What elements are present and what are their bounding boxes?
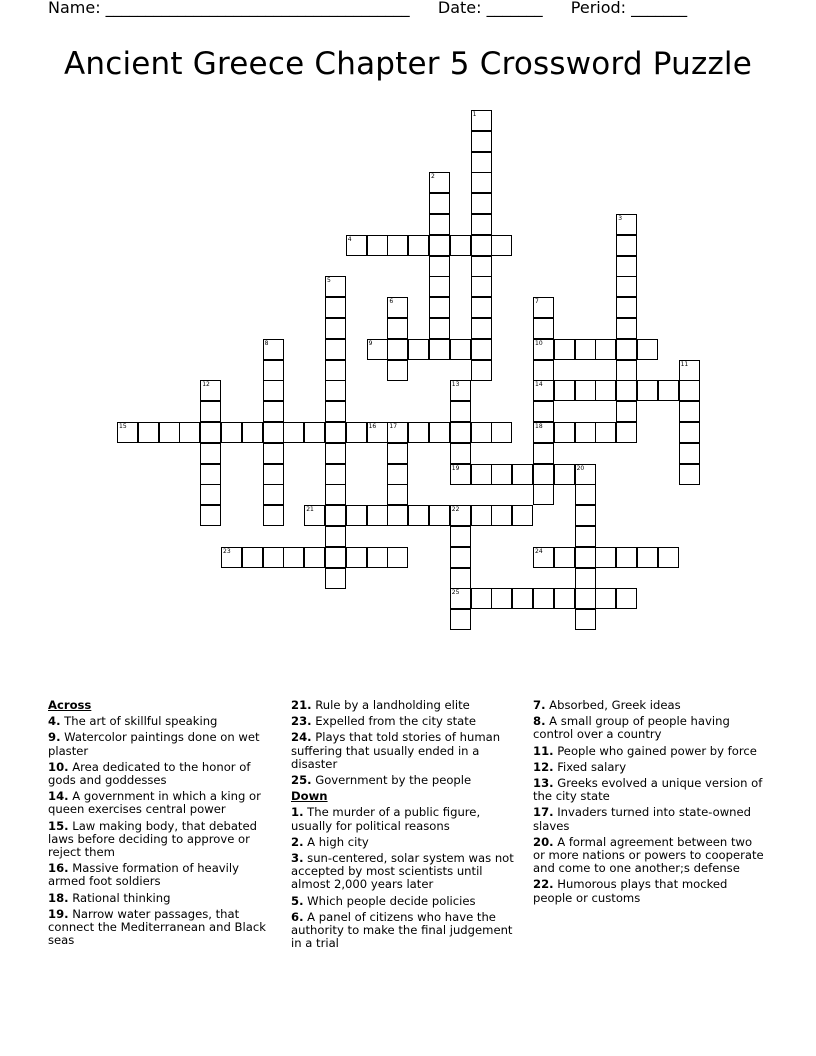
clue-number: 14. xyxy=(48,789,69,804)
grid-cell[interactable] xyxy=(491,588,512,609)
grid-cell[interactable] xyxy=(429,172,450,193)
grid-cell[interactable] xyxy=(429,297,450,318)
clue-text: Watercolor paintings done on wet plaster xyxy=(48,730,260,758)
grid-cell[interactable] xyxy=(471,152,492,173)
grid-cell[interactable] xyxy=(595,422,616,443)
grid-cell[interactable] xyxy=(325,443,346,464)
clues-column-2 xyxy=(291,699,523,953)
grid-cell[interactable] xyxy=(429,256,450,277)
grid-cell[interactable] xyxy=(595,380,616,401)
grid-cell[interactable] xyxy=(429,505,450,526)
clue-number-label: 13 xyxy=(451,381,460,389)
clue-number: 8. xyxy=(533,714,546,729)
clue-text: Invaders turned into state-owned slaves xyxy=(533,805,752,833)
grid-cell[interactable] xyxy=(616,588,637,609)
grid-cell[interactable] xyxy=(221,422,242,443)
grid-cell[interactable] xyxy=(471,318,492,339)
clue-item xyxy=(48,790,280,816)
clue-text: People who gained power by force xyxy=(557,743,757,758)
grid-cell[interactable] xyxy=(575,588,596,609)
grid-cell[interactable] xyxy=(616,256,637,277)
grid-cell[interactable] xyxy=(491,464,512,485)
grid-cell[interactable] xyxy=(554,422,575,443)
grid-cell[interactable] xyxy=(367,339,388,360)
clue-item xyxy=(291,911,523,951)
grid-cell[interactable] xyxy=(616,235,637,256)
clue-number: 4. xyxy=(48,714,61,729)
grid-cell[interactable] xyxy=(658,547,679,568)
clue-number: 17. xyxy=(533,805,554,820)
grid-cell[interactable] xyxy=(263,464,284,485)
grid-cell[interactable] xyxy=(429,339,450,360)
grid-cell[interactable] xyxy=(325,464,346,485)
grid-cell[interactable] xyxy=(304,547,325,568)
clue-item xyxy=(533,761,765,774)
grid-cell[interactable] xyxy=(575,505,596,526)
grid-cell[interactable] xyxy=(200,422,221,443)
grid-cell[interactable] xyxy=(554,588,575,609)
grid-cell[interactable] xyxy=(471,172,492,193)
clues-column-3 xyxy=(533,699,765,908)
grid-cell[interactable] xyxy=(595,588,616,609)
clue-item xyxy=(48,862,280,888)
clue-number-label: 1 xyxy=(472,111,477,118)
grid-cell[interactable] xyxy=(242,547,263,568)
clue-text: Massive formation of heavily armed foot soldiers xyxy=(48,861,239,889)
grid-cell[interactable] xyxy=(471,422,492,443)
clue-text: Expelled from the city state xyxy=(315,714,476,729)
across-heading: Across xyxy=(48,698,92,712)
clue-number-label: 19 xyxy=(451,464,460,472)
grid-cell[interactable] xyxy=(491,235,512,256)
clue-text: Government by the people xyxy=(315,773,472,788)
clue-item xyxy=(291,699,523,712)
grid-cell[interactable] xyxy=(616,380,637,401)
clue-item xyxy=(48,761,280,787)
name-field[interactable]: Name: ______________________________________ xyxy=(48,0,410,17)
grid-cell[interactable] xyxy=(263,547,284,568)
grid-cell[interactable] xyxy=(179,422,200,443)
grid-cell[interactable] xyxy=(325,339,346,360)
grid-cell[interactable] xyxy=(533,547,554,568)
grid-cell[interactable] xyxy=(429,276,450,297)
grid-cell[interactable] xyxy=(450,235,471,256)
grid-cell[interactable] xyxy=(242,422,263,443)
grid-cell[interactable] xyxy=(491,505,512,526)
grid-cell[interactable] xyxy=(554,547,575,568)
grid-cell[interactable] xyxy=(200,484,221,505)
grid-cell[interactable] xyxy=(533,380,554,401)
grid-cell[interactable] xyxy=(450,505,471,526)
grid-cell[interactable] xyxy=(512,464,533,485)
grid-cell[interactable] xyxy=(200,401,221,422)
grid-cell[interactable] xyxy=(325,360,346,381)
grid-cell[interactable] xyxy=(575,464,596,485)
grid-cell[interactable] xyxy=(325,547,346,568)
clue-number-label: 10 xyxy=(535,339,543,347)
grid-cell[interactable] xyxy=(471,297,492,318)
grid-cell[interactable] xyxy=(471,256,492,277)
clue-number-label: 21 xyxy=(306,506,314,514)
clue-item xyxy=(533,806,765,832)
grid-cell[interactable] xyxy=(346,235,367,256)
clue-text: Greeks evolved a unique version of the city state xyxy=(533,776,763,804)
grid-cell[interactable] xyxy=(450,547,471,568)
grid-cell[interactable] xyxy=(387,547,408,568)
grid-cell[interactable] xyxy=(533,443,554,464)
grid-cell[interactable] xyxy=(304,422,325,443)
grid-cell[interactable] xyxy=(533,422,554,443)
grid-cell[interactable] xyxy=(367,505,388,526)
grid-cell[interactable] xyxy=(325,276,346,297)
clue-number-label: 9 xyxy=(368,339,373,347)
grid-cell[interactable] xyxy=(533,297,554,318)
clue-item xyxy=(533,745,765,758)
grid-cell[interactable] xyxy=(637,547,658,568)
clue-number-label: 16 xyxy=(368,423,377,430)
clue-text: Area dedicated to the honor of gods and goddesses xyxy=(48,759,251,788)
grid-cell[interactable] xyxy=(325,401,346,422)
grid-cell[interactable] xyxy=(325,318,346,339)
grid-cell[interactable] xyxy=(554,464,575,485)
clue-number: 5. xyxy=(291,893,304,908)
clue-number: 25. xyxy=(291,773,312,788)
grid-cell[interactable] xyxy=(575,484,596,505)
grid-cell[interactable] xyxy=(429,214,450,235)
clue-item xyxy=(291,836,523,849)
grid-cell[interactable] xyxy=(450,464,471,485)
grid-cell[interactable] xyxy=(616,318,637,339)
grid-cell[interactable] xyxy=(616,547,637,568)
grid-cell[interactable] xyxy=(159,422,180,443)
grid-cell[interactable] xyxy=(471,193,492,214)
clue-number-label: 11 xyxy=(680,360,689,368)
clue-number: 18. xyxy=(48,890,69,905)
grid-cell[interactable] xyxy=(679,401,700,422)
grid-cell[interactable] xyxy=(200,464,221,485)
grid-cell[interactable] xyxy=(263,401,284,422)
grid-cell[interactable] xyxy=(200,380,221,401)
grid-cell[interactable] xyxy=(408,422,429,443)
clue-number-label: 14 xyxy=(535,381,543,389)
grid-cell[interactable] xyxy=(367,235,388,256)
clue-text: Plays that told stories of human suffering that usually ended in a disaster xyxy=(291,730,501,771)
grid-cell[interactable] xyxy=(346,422,367,443)
grid-cell[interactable] xyxy=(575,422,596,443)
clue-text: Rational thinking xyxy=(72,890,171,905)
grid-cell[interactable] xyxy=(367,547,388,568)
grid-cell[interactable] xyxy=(387,297,408,318)
clue-item xyxy=(291,715,523,728)
grid-cell[interactable] xyxy=(679,380,700,401)
clue-item xyxy=(533,878,765,904)
grid-cell[interactable] xyxy=(471,588,492,609)
grid-cell[interactable] xyxy=(263,339,284,360)
clue-number: 23. xyxy=(291,714,312,729)
grid-cell[interactable] xyxy=(450,526,471,547)
grid-cell[interactable] xyxy=(471,360,492,381)
grid-cell[interactable] xyxy=(325,484,346,505)
clue-text: Which people decide policies xyxy=(307,893,476,908)
clue-number: 16. xyxy=(48,861,69,876)
clue-item xyxy=(291,731,523,771)
grid-cell[interactable] xyxy=(263,360,284,381)
grid-cell[interactable] xyxy=(491,422,512,443)
grid-cell[interactable] xyxy=(325,568,346,589)
grid-cell[interactable] xyxy=(616,401,637,422)
grid-cell[interactable] xyxy=(263,380,284,401)
grid-cell[interactable] xyxy=(471,464,492,485)
clue-item xyxy=(533,777,765,803)
grid-cell[interactable] xyxy=(533,360,554,381)
clue-number: 3. xyxy=(291,851,304,866)
grid-cell[interactable] xyxy=(616,422,637,443)
clue-text: Law making body, that debated laws before deciding to approve or reject them xyxy=(48,818,257,860)
grid-cell[interactable] xyxy=(429,193,450,214)
clue-number: 13. xyxy=(533,776,554,791)
grid-cell[interactable] xyxy=(575,339,596,360)
grid-cell[interactable] xyxy=(221,547,242,568)
grid-cell[interactable] xyxy=(346,505,367,526)
grid-cell[interactable] xyxy=(533,464,554,485)
grid-cell[interactable] xyxy=(616,360,637,381)
grid-cell[interactable] xyxy=(512,505,533,526)
clue-text: A government in which a king or queen exercises central power xyxy=(48,789,261,817)
grid-cell[interactable] xyxy=(325,505,346,526)
clue-item xyxy=(48,908,280,948)
date-field[interactable]: Date: _______ xyxy=(437,0,543,17)
grid-cell[interactable] xyxy=(575,568,596,589)
grid-cell[interactable] xyxy=(408,235,429,256)
clue-number: 19. xyxy=(48,906,69,921)
clue-item xyxy=(48,820,280,860)
clue-item xyxy=(533,699,765,712)
grid-cell[interactable] xyxy=(263,505,284,526)
grid-cell[interactable] xyxy=(450,339,471,360)
grid-cell[interactable] xyxy=(575,609,596,630)
grid-cell[interactable] xyxy=(512,588,533,609)
grid-cell[interactable] xyxy=(533,401,554,422)
grid-cell[interactable] xyxy=(616,297,637,318)
grid-cell[interactable] xyxy=(387,464,408,485)
grid-cell[interactable] xyxy=(387,235,408,256)
clue-item xyxy=(48,892,280,905)
grid-cell[interactable] xyxy=(387,484,408,505)
grid-cell[interactable] xyxy=(533,318,554,339)
grid-cell[interactable] xyxy=(304,505,325,526)
grid-cell[interactable] xyxy=(325,526,346,547)
clue-number-label: 23 xyxy=(223,547,231,555)
grid-cell[interactable] xyxy=(408,339,429,360)
clue-number-label: 6 xyxy=(389,298,394,306)
clue-number: 12. xyxy=(533,759,554,774)
down-heading: Down xyxy=(291,789,328,804)
clue-number-label: 25 xyxy=(451,589,460,597)
grid-cell[interactable] xyxy=(200,443,221,464)
clue-item xyxy=(48,731,280,757)
clue-number-label: 4 xyxy=(347,235,352,243)
grid-cell[interactable] xyxy=(637,380,658,401)
clue-number-label: 20 xyxy=(576,464,585,472)
clue-number-label: 12 xyxy=(202,381,210,389)
grid-cell[interactable] xyxy=(616,214,637,235)
clue-number-label: 24 xyxy=(535,547,543,555)
grid-cell[interactable] xyxy=(471,214,492,235)
grid-cell[interactable] xyxy=(429,235,450,256)
page-title: Ancient Greece Chapter 5 Crossword Puzzle xyxy=(63,46,753,82)
grid-cell[interactable] xyxy=(679,422,700,443)
grid-cell[interactable] xyxy=(595,547,616,568)
clue-number-label: 18 xyxy=(535,423,543,430)
grid-cell[interactable] xyxy=(429,422,450,443)
clue-number-label: 8 xyxy=(264,339,269,347)
clue-number-label: 15 xyxy=(119,423,127,430)
grid-cell[interactable] xyxy=(325,297,346,318)
clue-number: 15. xyxy=(48,818,69,833)
clue-number-label: 7 xyxy=(535,298,539,306)
grid-cell[interactable] xyxy=(533,484,554,505)
clue-number: 1. xyxy=(291,805,304,820)
grid-cell[interactable] xyxy=(533,339,554,360)
clue-item xyxy=(291,895,523,908)
clue-number: 20. xyxy=(533,834,554,849)
grid-cell[interactable] xyxy=(450,568,471,589)
grid-cell[interactable] xyxy=(450,609,471,630)
grid-cell[interactable] xyxy=(575,526,596,547)
grid-cell[interactable] xyxy=(575,380,596,401)
grid-cell[interactable] xyxy=(658,380,679,401)
grid-cell[interactable] xyxy=(450,422,471,443)
grid-cell[interactable] xyxy=(450,401,471,422)
grid-cell[interactable] xyxy=(450,380,471,401)
clue-number: 21. xyxy=(291,698,312,712)
grid-cell[interactable] xyxy=(283,422,304,443)
clue-number: 7. xyxy=(533,698,546,712)
clue-text: The murder of a public figure, usually for political reasons xyxy=(291,805,481,833)
grid-cell[interactable] xyxy=(283,547,304,568)
grid-cell[interactable] xyxy=(263,422,284,443)
clue-item xyxy=(533,715,765,741)
clue-number-label: 22 xyxy=(451,506,460,514)
clue-number: 9. xyxy=(48,730,61,745)
grid-cell[interactable] xyxy=(325,422,346,443)
period-field[interactable]: Period: _______ xyxy=(570,0,688,17)
clue-text: Rule by a landholding elite xyxy=(315,698,470,712)
grid-cell[interactable] xyxy=(408,505,429,526)
grid-cell[interactable] xyxy=(679,360,700,381)
clue-text: Humorous plays that mocked people or customs xyxy=(533,877,728,905)
clue-text: Fixed salary xyxy=(557,759,627,774)
grid-cell[interactable] xyxy=(471,505,492,526)
clue-text: Narrow water passages, that connect the Mediterranean and Black seas xyxy=(48,906,266,948)
clue-number: 11. xyxy=(533,743,554,758)
grid-cell[interactable] xyxy=(387,505,408,526)
clue-item xyxy=(291,806,523,832)
grid-cell[interactable] xyxy=(471,235,492,256)
grid-cell[interactable] xyxy=(450,443,471,464)
grid-cell[interactable] xyxy=(200,505,221,526)
grid-cell[interactable] xyxy=(429,318,450,339)
clue-text: A high city xyxy=(307,834,369,849)
grid-cell[interactable] xyxy=(138,422,159,443)
grid-cell[interactable] xyxy=(554,380,575,401)
clue-text: The art of skillful speaking xyxy=(64,714,218,729)
grid-cell[interactable] xyxy=(387,422,408,443)
grid-cell[interactable] xyxy=(471,276,492,297)
grid-cell[interactable] xyxy=(679,464,700,485)
clue-item xyxy=(48,715,280,728)
clue-number: 6. xyxy=(291,909,304,924)
clue-text: Absorbed, Greek ideas xyxy=(549,698,681,712)
grid-cell[interactable] xyxy=(346,547,367,568)
clue-number: 10. xyxy=(48,759,69,774)
clue-text: sun-centered, solar system was not accepted by most scientists until almost 2,000 years later xyxy=(291,851,514,892)
grid-cell[interactable] xyxy=(387,318,408,339)
grid-cell[interactable] xyxy=(117,422,138,443)
grid-cell[interactable] xyxy=(471,339,492,360)
grid-cell[interactable] xyxy=(554,339,575,360)
grid-cell[interactable] xyxy=(679,443,700,464)
grid-cell[interactable] xyxy=(637,339,658,360)
grid-cell[interactable] xyxy=(263,443,284,464)
grid-cell[interactable] xyxy=(325,380,346,401)
grid-cell[interactable] xyxy=(387,339,408,360)
grid-cell[interactable] xyxy=(387,443,408,464)
clue-number-label: 3 xyxy=(618,215,623,222)
clue-item xyxy=(533,836,765,876)
grid-cell[interactable] xyxy=(595,339,616,360)
grid-cell[interactable] xyxy=(471,110,492,131)
clue-number: 22. xyxy=(533,877,554,892)
clues-column-1 xyxy=(48,699,280,950)
grid-cell[interactable] xyxy=(616,276,637,297)
grid-cell[interactable] xyxy=(263,484,284,505)
grid-cell[interactable] xyxy=(450,588,471,609)
clue-text: A formal agreement between two or more nations or powers to cooperate and come to one another;s defense xyxy=(533,834,764,876)
grid-cell[interactable] xyxy=(367,422,388,443)
student-info-header xyxy=(48,0,687,17)
clue-number: 24. xyxy=(291,730,312,745)
grid-cell[interactable] xyxy=(387,360,408,381)
clue-number-label: 2 xyxy=(431,173,435,181)
clue-number-label: 5 xyxy=(327,277,331,285)
grid-cell[interactable] xyxy=(471,131,492,152)
grid-cell[interactable] xyxy=(575,547,596,568)
clue-number-label: 17 xyxy=(389,423,398,430)
grid-cell[interactable] xyxy=(616,339,637,360)
clue-text: A panel of citizens who have the authority to make the final judgement in a trial xyxy=(291,909,513,951)
clue-text: A small group of people having control over a country xyxy=(533,714,730,742)
clue-item xyxy=(291,852,523,892)
clue-number: 2. xyxy=(291,834,304,849)
grid-cell[interactable] xyxy=(533,588,554,609)
clue-item xyxy=(291,774,523,787)
